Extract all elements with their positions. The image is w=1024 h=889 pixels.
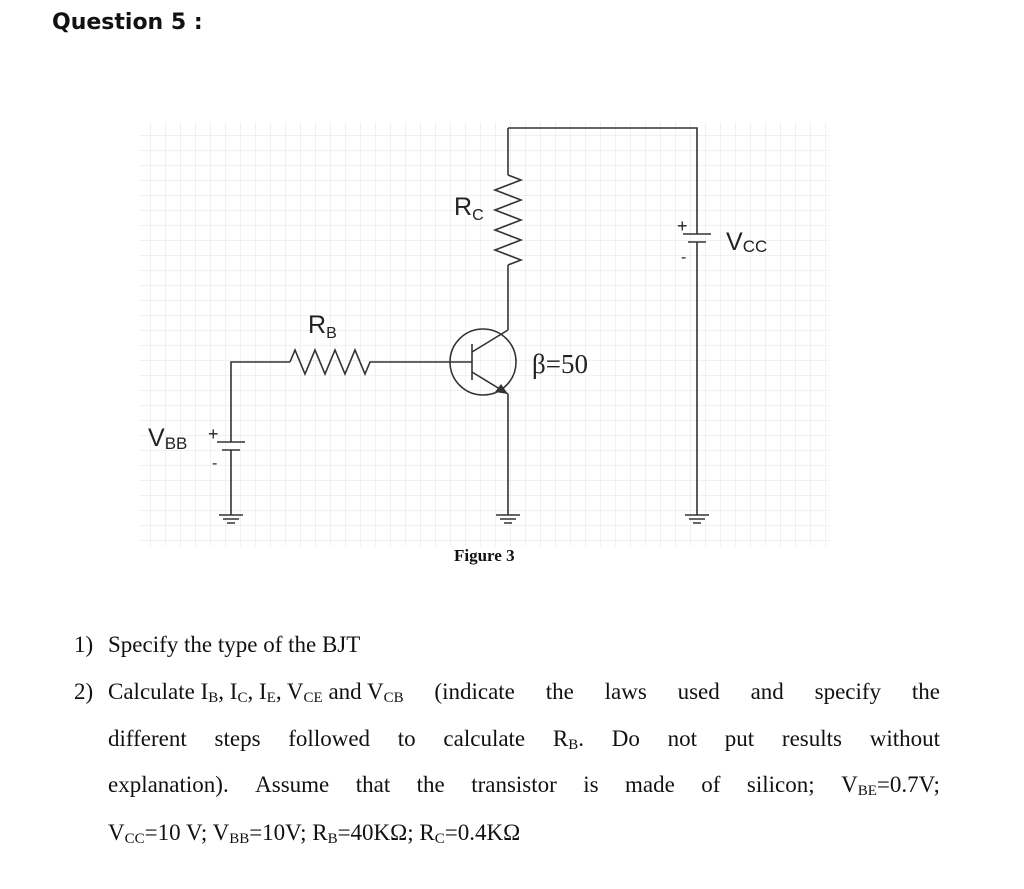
vbb-plus-label: + xyxy=(208,424,219,444)
vcc-label: VCC xyxy=(726,228,768,256)
q2-l2-w8: not xyxy=(667,726,698,751)
question-2-line-1 xyxy=(108,678,940,712)
q2-l1-w6: (indicate xyxy=(434,679,515,704)
figure-caption: Figure 3 xyxy=(454,546,515,565)
vcc-plus-label: + xyxy=(677,216,688,236)
q2-l3-w6: is xyxy=(583,772,599,797)
q2-l2-w4: to xyxy=(397,726,416,751)
q2-l3-w3: that xyxy=(355,772,391,797)
q2-l3-w2: Assume xyxy=(255,772,330,797)
q2-l3-w10: $V_{BE}=0.7V$; xyxy=(841,772,940,799)
vbb-label: VBB xyxy=(148,424,188,453)
q2-l2-w1: different xyxy=(108,726,187,751)
q2-l1-w11: specify xyxy=(814,679,882,704)
question-2-line-4: $V_{CC}=10$ V; $V_{BB}=10V$; $R_B=40K\Omega$; $R_C=0.4K\Omega$ xyxy=(108,820,521,847)
q2-l1-w12: the xyxy=(911,679,940,704)
q2-l1-calc: Calculate $I_B$, $I_C$, $I_E$, $V_{CE}$ and $V_{CB}$ xyxy=(108,679,404,706)
q2-l2-w9: put xyxy=(724,726,755,751)
grid-background xyxy=(140,122,830,546)
q2-l3-w7: made xyxy=(625,772,675,797)
q2-l2-w2: steps xyxy=(214,726,261,751)
q2-l3-w1: explanation). xyxy=(108,772,229,797)
question-2-line-2 xyxy=(108,725,940,759)
question-2-line-3 xyxy=(108,771,940,805)
q2-l1-w10: and xyxy=(750,679,784,704)
question-2-number: 2) xyxy=(74,679,94,704)
question-title: Question 5 : xyxy=(52,10,203,35)
q2-l3-w9: silicon; xyxy=(746,772,815,797)
q2-l2-w7: Do xyxy=(611,726,640,751)
rc-label: $R_C$ xyxy=(454,193,484,224)
q2-l1-w9: used xyxy=(677,679,720,704)
q2-l2-w3: followed xyxy=(288,726,371,751)
q2-l3-w4: the xyxy=(416,772,445,797)
beta-label: β=50 xyxy=(532,349,588,379)
question-1-text: Specify the type of the BJT xyxy=(108,632,361,657)
q2-l2-w10: results xyxy=(781,726,842,751)
q2-l3-w8: of xyxy=(701,772,721,797)
q2-l2-w5: calculate xyxy=(443,726,526,751)
vbb-minus-label: - xyxy=(212,455,218,472)
q2-l2-w6: $R_B$. xyxy=(552,726,584,753)
q2-l1-w7: the xyxy=(545,679,574,704)
question-1 xyxy=(74,631,361,659)
q2-l3-w5: transistor xyxy=(471,772,557,797)
q2-l2-w11: without xyxy=(869,726,940,751)
q2-l1-w8: laws xyxy=(604,679,647,704)
rb-label: $R_B$ xyxy=(308,311,337,342)
vcc-minus-label: - xyxy=(681,249,687,266)
question-1-number: 1) xyxy=(74,632,94,657)
